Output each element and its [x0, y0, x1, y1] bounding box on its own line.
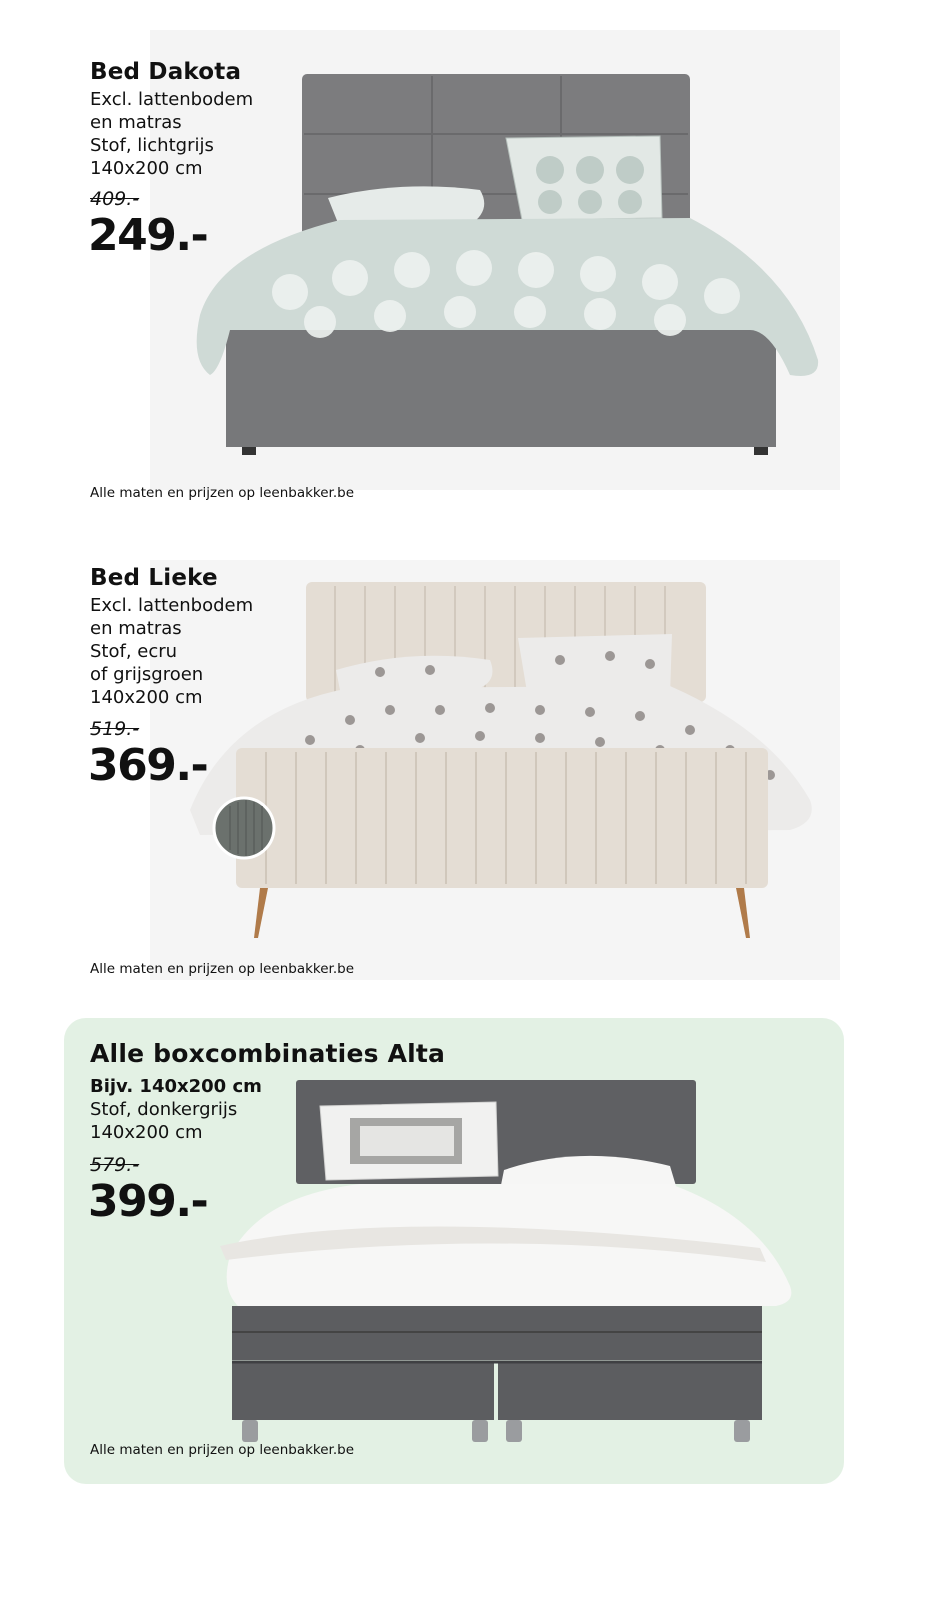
product-title: Bed Lieke: [90, 565, 218, 591]
description-line: Stof, lichtgrijs: [90, 135, 214, 156]
old-price: 519.-: [90, 718, 140, 740]
old-price: 579.-: [90, 1154, 140, 1176]
description-line: of grijsgroen: [90, 664, 204, 685]
product-boxcombinaties-alta: [64, 1018, 844, 1484]
description-line: Excl. lattenbodem: [90, 89, 254, 110]
description-line: 140x200 cm: [90, 1122, 203, 1143]
footnote: Alle maten en prijzen op leenbakker.be: [90, 485, 355, 501]
description-line: Stof, donkergrijs: [90, 1099, 238, 1120]
new-price: 249.-: [88, 210, 208, 261]
bed-dakota-image: [150, 30, 840, 490]
description-line: Bijv. 140x200 cm: [90, 1076, 262, 1097]
description-line: Excl. lattenbodem: [90, 595, 254, 616]
product-bed-dakota: [0, 0, 926, 530]
description-line: 140x200 cm: [90, 158, 203, 179]
description-line: en matras: [90, 618, 182, 639]
footnote: Alle maten en prijzen op leenbakker.be: [90, 961, 355, 977]
product-description: [90, 88, 253, 180]
new-price: 399.-: [88, 1176, 208, 1227]
old-price: 409.-: [90, 188, 140, 210]
product-title: Alle boxcombinaties Alta: [90, 1039, 446, 1068]
boxcombinaties-alta-image: [200, 1076, 800, 1444]
footnote: Alle maten en prijzen op leenbakker.be: [90, 1442, 355, 1458]
bed-lieke-image: [150, 560, 840, 980]
description-line: en matras: [90, 112, 182, 133]
description-line: Stof, ecru: [90, 641, 178, 662]
product-description: [90, 594, 253, 709]
product-bed-lieke: [0, 530, 926, 1000]
product-description: [90, 1075, 262, 1144]
new-price: 369.-: [88, 740, 208, 791]
description-line: 140x200 cm: [90, 687, 203, 708]
product-title: Bed Dakota: [90, 59, 242, 85]
